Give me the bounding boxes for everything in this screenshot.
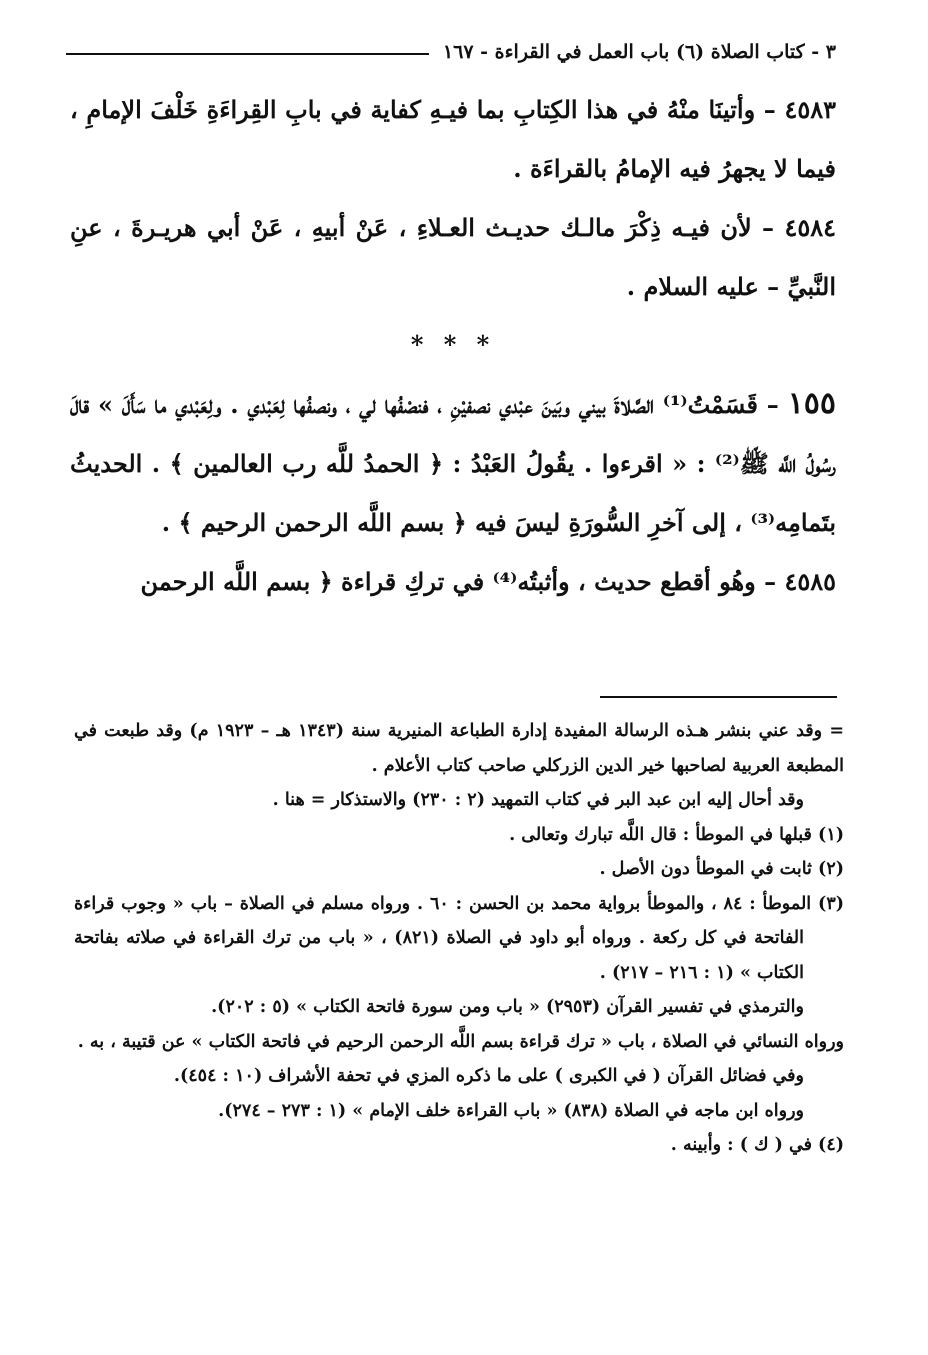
footnote-3-tirmidhi: والترمذي في تفسير القرآن (٢٩٥٣) « باب ومن سورة فاتحة الكتاب » (٥ : ٢٠٢). [211,997,804,1017]
hadith-text: – قَسَمْتُ⁽¹⁾ الصَّلاةَ بيني وبَينَ عبْدي نصفيْنِ ، فنصْفُها لي ، ونصفُها لِعَبْدي . ولِعَبْدي ما سَأَلَ » قالَ رسُولُ اللَّه ﷺ⁽²⁾ : « اقرءوا . يقُولُ العَبْدُ : ﴿ الحمدُ للَّه رب العالمين ﴾ . الحديثُ بتَمامِه⁽³⁾ ، إلى آخرِ السُّورَةِ ليسَ فيه ﴿ بسم اللَّه الرحمن الرحيم ﴾ . [70,390,836,537]
footnotes [74,714,844,1163]
footnote-2: (٢) ثابت في الموطأ دون الأصل . [599,859,844,879]
paragraph-4583: ٤٥٨٣ – وأتينَا منْهُ في هذا الكِتابِ بما فيـهِ كفاية في بابِ القِراءَةِ خَلْفَ الإمامِ ، فيما لا يجهرُ فيه الإمامُ بالقراءَة . [70,95,836,183]
footnote-reference-end: = هنا . [272,790,332,810]
footnote-continuation: = وقد عني بنشر هـذه الرسالة المفيدة إدارة الطباعة المنيرية سنة (١٣٤٣ هـ – ١٩٢٣ م) وقد طبعت في المطبعة العربية لصاحبها خير الدين الزركلي صاحب كتاب الأعلام . [74,721,844,776]
hadith-number: ١٥٥ [787,386,837,421]
paragraph-4585: ٤٥٨٥ – وهُو أقطع حديث ، وأثبتُه⁽⁴⁾ في تركِ قراءة ﴿ بسم اللَّه الرحمن [140,567,836,596]
running-header [66,38,836,66]
footnote-reference-text: وقد أحال إليه ابن عبد البر في كتاب [539,790,804,810]
section-separator: * * * [410,330,496,359]
footnote-4: (٤) في ( ك ) : وأبينه . [670,1135,844,1155]
book-title-tamhid: التمهيد [491,790,540,810]
footnote-3-fadail: وفي فضائل القرآن ( في الكبرى ) على ما ذكره المزي في تحفة الأشراف (١٠ : ٤٥٤). [173,1066,804,1086]
hadith-155 [70,374,836,552]
footnote-3-ibn-majah: ورواه ابن ماجه في الصلاة (٨٣٨) « باب القراءة خلف الإمام » (١ : ٢٧٣ – ٢٧٤). [218,1100,804,1121]
footnote-3-nasai: ورواه النسائي في الصلاة ، باب « ترك قراءة بسم اللَّه الرحمن الرحيم في فاتحة الكتاب » عن قتيبة ، به . [77,1031,844,1052]
paragraph-4584: ٤٥٨٤ – لأن فيـه ذِكْرَ مالـك حديـث العـلاءِ ، عَنْ أبيهِ ، عَنْ أبي هريـرةَ ، عنِ النَّبيِّ – عليه السلام . [70,213,836,301]
footnote-reference [74,783,844,818]
header-rule [66,53,429,55]
footnote-1: (١) قبلها في الموطأ : قال اللَّه تبارك وتعالى . [509,824,844,845]
footnote-separator [600,696,837,698]
footnote-reference-volume: (٢ : ٢٣٠) [406,790,492,810]
footnote-3: (٣) الموطأ : ٨٤ ، والموطأ برواية محمد بن الحسن : ٦٠ . ورواه مسلم في الصلاة – باب « وجوب قراءة الفاتحة في كل ركعة . ورواه أبو داود في الصلاة (٨٢١) ، « باب من ترك القراءة في صلاته بفاتحة الكتاب » (١ : ٢١٦ – ٢١٧) . [74,893,844,983]
header-title: ٣ - كتاب الصلاة (٦) باب العمل في القراءة - ١٦٧ [442,41,836,63]
book-title-istidhkar: والاستذكار [331,790,407,810]
main-text [70,80,836,611]
